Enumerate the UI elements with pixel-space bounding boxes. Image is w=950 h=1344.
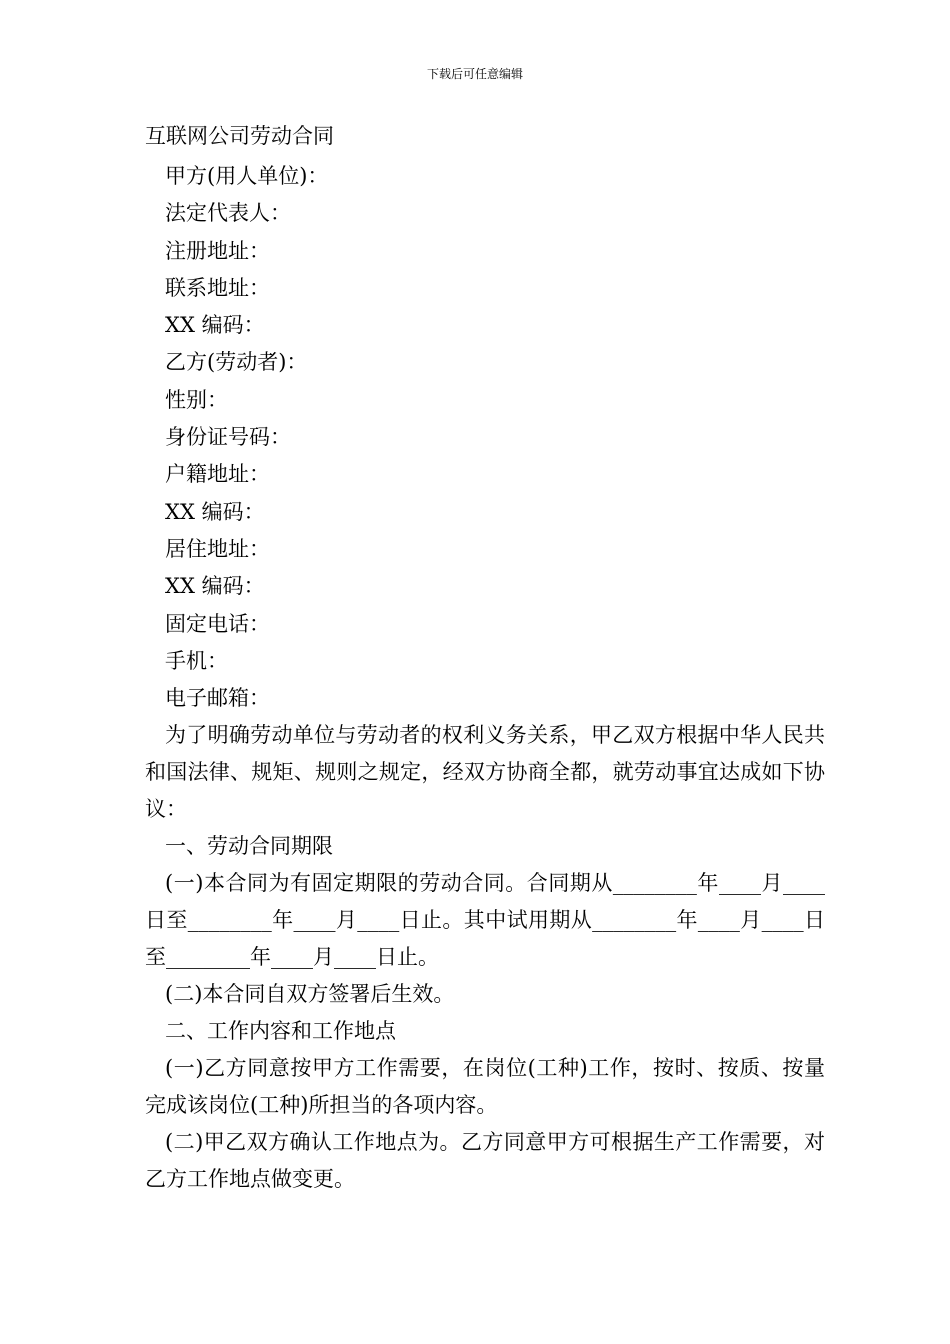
section-2-clause-1: (一)乙方同意按甲方工作需要，在岗位(工种)工作，按时、按质、按量完成该岗位(工种)所担当的各项内容。 xyxy=(145,1056,825,1118)
field-id-number: 身份证号码： xyxy=(165,425,291,450)
field-household-address: 户籍地址： xyxy=(165,462,270,487)
section-2-heading: 二、工作内容和工作地点 xyxy=(165,1019,396,1044)
section-1-heading: 一、劳动合同期限 xyxy=(165,834,333,859)
field-postal-code-residential: XX 编码： xyxy=(165,574,265,599)
field-postal-code-a: XX 编码： xyxy=(165,313,265,338)
section-1-clause-1: (一)本合同为有固定期限的劳动合同。合同期从________年____月____日至________年____月____日止。其中试用期从________年____月____日至________年____月____日止。 xyxy=(145,871,825,970)
section-1-clause-2: (二)本合同自双方签署后生效。 xyxy=(165,982,455,1007)
field-postal-code-household: XX 编码： xyxy=(165,499,265,524)
field-registered-address: 注册地址： xyxy=(165,238,270,263)
field-party-b: 乙方(劳动者)： xyxy=(165,350,308,375)
field-residential-address: 居住地址： xyxy=(165,536,270,561)
intro-paragraph: 为了明确劳动单位与劳动者的权利义务关系，甲乙双方根据中华人民共和国法律、规矩、规则之规定，经双方协商全都，就劳动事宜达成如下协议： xyxy=(145,723,825,822)
contract-document xyxy=(145,122,825,1198)
field-contact-address: 联系地址： xyxy=(165,275,270,300)
page-header: 下载后可任意编辑 xyxy=(426,67,523,81)
field-party-a: 甲方(用人单位)： xyxy=(165,164,329,188)
field-landline: 固定电话： xyxy=(165,611,270,636)
field-mobile: 手机： xyxy=(165,648,228,673)
field-legal-representative: 法定代表人： xyxy=(165,201,291,226)
field-email: 电子邮箱： xyxy=(165,686,270,711)
section-2-clause-2: (二)甲乙双方确认工作地点为。乙方同意甲方可根据生产工作需要，对乙方工作地点做变更。 xyxy=(145,1130,825,1192)
field-gender: 性别： xyxy=(165,387,228,412)
document-title: 互联网公司劳动合同 xyxy=(145,124,334,148)
